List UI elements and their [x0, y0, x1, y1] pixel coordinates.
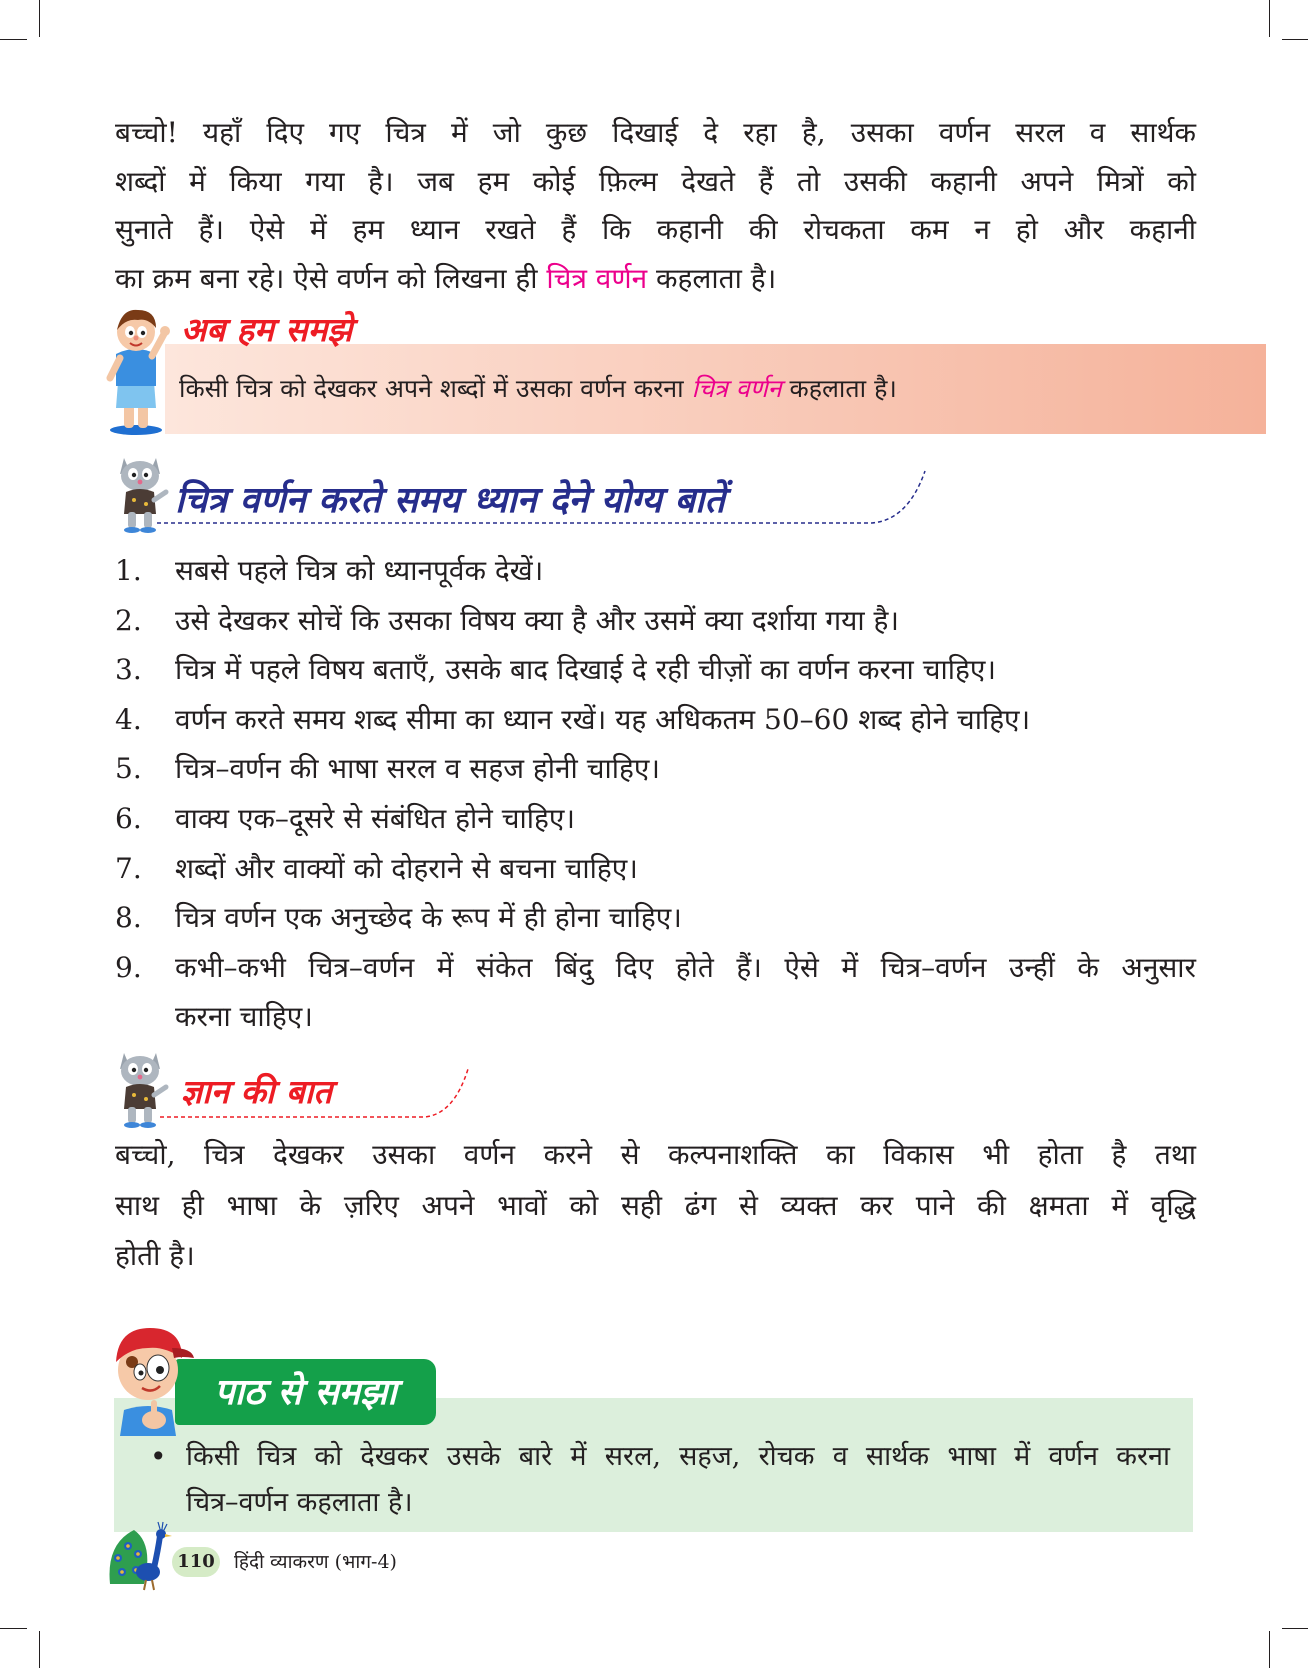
list-item [115, 844, 1196, 894]
crop-mark [39, 0, 40, 37]
item-text: वाक्य एक–दूसरे से संबंधित होने चाहिए। [175, 801, 575, 835]
boy-pointing-illustration [102, 304, 174, 436]
list-item [115, 893, 1196, 943]
highlight-term: चित्र वर्णन [546, 261, 648, 295]
item-number: 6. [115, 801, 142, 835]
understand-definition [179, 367, 897, 411]
list-item [115, 744, 1196, 794]
crop-mark [0, 1628, 27, 1629]
item-number: 8. [115, 901, 142, 935]
intro-line: शब्दों में किया गया है। जब हम कोई फ़िल्म देखते हैं तो उसकी कहानी अपने मित्रों को [115, 164, 1196, 198]
intro-text: कहलाता है। [647, 261, 777, 295]
understand-box [165, 344, 1266, 434]
summary-line: किसी चित्र को देखकर उसके बारे में सरल, सहज, रोचक व सार्थक भाषा में वर्णन करना [186, 1441, 1170, 1472]
item-text: सबसे पहले चित्र को ध्यानपूर्वक देखें। [175, 554, 544, 587]
item-number: 1. [115, 554, 142, 587]
tips-list [115, 546, 1196, 1042]
definition-text: किसी चित्र को देखकर अपने शब्दों में उसका वर्णन करना [179, 374, 692, 403]
list-item [115, 596, 1196, 646]
intro-line: सुनाते हैं। ऐसे में हम ध्यान रखते हैं कि कहानी की रोचकता कम न हो और कहानी [115, 213, 1196, 246]
summary-line: चित्र–वर्णन कहलाता है। [186, 1487, 413, 1518]
knowledge-line: साथ ही भाषा के ज़रिए अपने भावों को सही ढंग से व्यक्त कर पाने की क्षमता में वृद्धि [115, 1188, 1196, 1222]
item-text: शब्दों और वाक्यों को दोहराने से बचना चाहिए। [175, 851, 638, 885]
item-text-line: करना चाहिए। [175, 1000, 313, 1034]
crop-mark [0, 39, 27, 40]
summary-text [186, 1434, 1170, 1526]
item-text-line: कभी–कभी चित्र–वर्णन में संकेत बिंदु दिए होते हैं। ऐसे में चित्र–वर्णन उन्हीं के अनुसार [175, 950, 1196, 984]
page-number-badge: 110 [172, 1547, 220, 1577]
definition-text: कहलाता है। [781, 374, 897, 403]
list-item [115, 794, 1196, 844]
crop-mark [1282, 39, 1308, 40]
book-title: हिंदी व्याकरण (भाग-4) [234, 1551, 397, 1573]
item-number: 9. [115, 950, 142, 984]
item-text: चित्र–वर्णन की भाषा सरल व सहज होनी चाहिए। [175, 752, 660, 786]
tips-heading: चित्र वर्णन करते समय ध्यान देने योग्य बातें [175, 479, 725, 521]
knowledge-line: होती है। [115, 1239, 195, 1272]
knowledge-line: बच्चो, चित्र देखकर उसका वर्णन करने से कल्पनाशक्ति का विकास भी होता है तथा [115, 1138, 1196, 1171]
item-text: चित्र में पहले विषय बताएँ, उसके बाद दिखाई दे रही चीज़ों का वर्णन करना चाहिए। [175, 653, 996, 687]
boy-with-cap-illustration [102, 1318, 196, 1436]
item-number: 7. [115, 851, 142, 885]
intro-line: बच्चो! यहाँ दिए गए चित्र में जो कुछ दिखाई दे रहा है, उसका वर्णन सरल व सार्थक [115, 116, 1196, 149]
summary-tag: पाठ से समझा [175, 1359, 436, 1425]
knowledge-paragraph [115, 1130, 1196, 1282]
item-number: 2. [115, 603, 142, 637]
item-text: उसे देखकर सोचें कि उसका विषय क्या है और उसमें क्या दर्शाया गया है। [175, 603, 900, 637]
intro-paragraph [115, 109, 1196, 303]
crop-mark [39, 1631, 40, 1668]
item-text [175, 943, 1196, 1042]
list-item [115, 546, 1196, 596]
item-text: वर्णन करते समय शब्द सीमा का ध्यान रखें। यह अधिकतम 50–60 शब्द होने चाहिए। [175, 702, 1031, 736]
summary-bullet: • [150, 1440, 167, 1473]
item-number: 3. [115, 653, 142, 687]
item-text: चित्र वर्णन एक अनुच्छेद के रूप में ही होना चाहिए। [175, 901, 682, 935]
highlight-term: चित्र वर्णन [691, 374, 782, 403]
crop-mark [1269, 1631, 1270, 1668]
crop-mark [1282, 1628, 1308, 1629]
intro-last-line [115, 255, 1196, 304]
item-number: 5. [115, 752, 142, 786]
intro-text: का क्रम बना रहे। ऐसे वर्णन को लिखना ही [115, 261, 547, 295]
list-item [115, 695, 1196, 745]
understand-heading: अब हम समझे [181, 310, 353, 349]
peacock-icon [104, 1514, 176, 1592]
list-item [115, 943, 1196, 1042]
item-number: 4. [115, 702, 142, 736]
knowledge-heading-underline [152, 1062, 482, 1124]
crop-mark [1269, 0, 1270, 37]
list-item [115, 645, 1196, 695]
knowledge-heading: ज्ञान की बात [181, 1072, 333, 1111]
tips-heading-underline [150, 462, 940, 532]
